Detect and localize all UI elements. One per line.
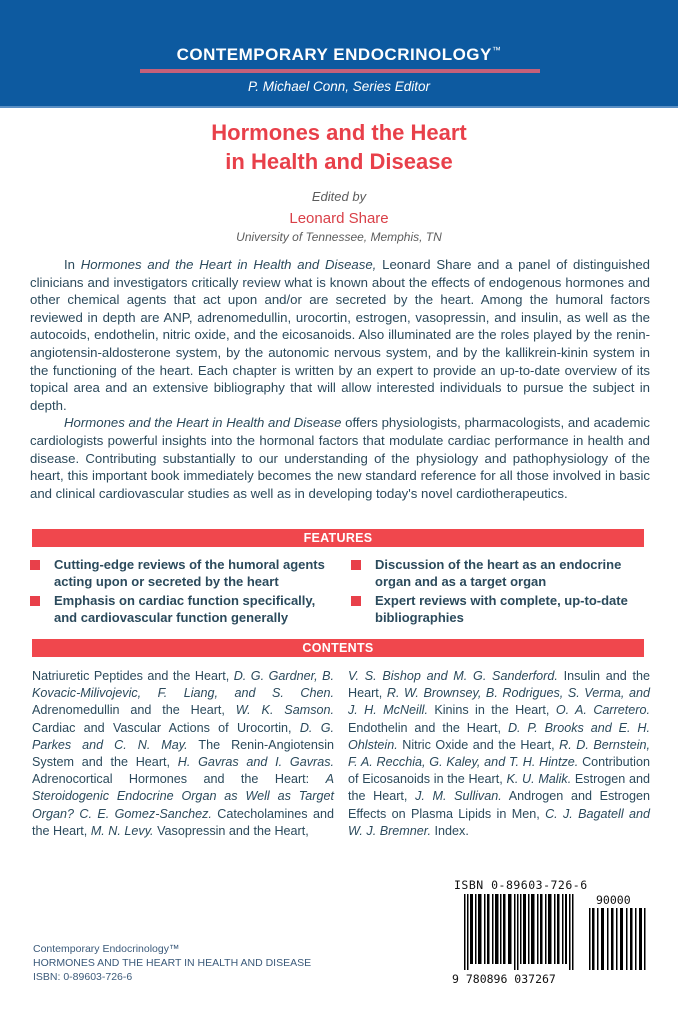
chapter-title: Contribution of Eicosanoids in the Heart, xyxy=(348,755,650,787)
chapter-title: Nitric Oxide and the Heart, xyxy=(402,737,555,752)
square-bullet-icon xyxy=(351,560,361,570)
feature-text: Cutting-edge reviews of the humoral agents acting upon or secreted by the heart xyxy=(54,557,325,589)
chapter-authors: J. M. Sullivan. xyxy=(415,789,502,804)
series-title xyxy=(0,45,678,65)
imprint-series: Contemporary Endocrinology™ xyxy=(33,943,180,955)
p2-title-italic: Hormones and the Heart in Health and Disease xyxy=(64,415,342,431)
editor-name: Leonard Share xyxy=(289,210,389,227)
barcode-bars-icon xyxy=(464,894,574,970)
chapter-title: Endothelin and the Heart, xyxy=(348,720,502,735)
chapter-title: Estrogen and the Heart, xyxy=(348,772,650,804)
chapter-title: Cardiac and Vascular Actions of Urocortin, xyxy=(32,720,292,735)
chapter-authors: O. A. Carretero. xyxy=(555,703,651,718)
feature-text: Expert reviews with complete, up-to-date bibliographies xyxy=(375,593,628,625)
title-line-2: in Health and Disease xyxy=(225,149,453,174)
chapter-title: Catecholamines and the Heart, xyxy=(32,806,334,838)
editor-affiliation: University of Tennessee, Memphis, TN xyxy=(236,230,442,244)
features-heading: FEATURES xyxy=(32,529,644,547)
ean-number: 9 780896 037267 xyxy=(452,972,556,986)
series-header xyxy=(0,0,678,108)
p1-text: Leonard Share and a panel of distinguished clinicians and investigators critically review what is known about the effects of endogenous hormones and other chemical agents that act upon and/or are secreted by the heart. Among the humoral factors reviewed in depth are ANP, adrenomedullin, urocortin, estrogen, vasopressin, and insulin, as well as the autocoids, endothelin, nitric oxide, and the eicosanoids. Also illuminated are the roles played by the renin-angiotensin-aldosterone system, by the autonomic nervous system, and by the kallikrein-kinin system in the functioning of the heart. Each chapter is written by an expert to provide an up-to-date overview of its topical area and an extensive bibliography that will allow interested individuals to pursue the subject in depth. xyxy=(30,257,650,413)
chapter-title: Androgen and Estrogen Effects on Plasma Lipids in Men, xyxy=(348,789,650,821)
chapter-title: Insulin and the Heart, xyxy=(348,669,650,701)
contents-column-left xyxy=(32,668,334,840)
feature-text: Discussion of the heart as an endocrine organ and as a target organ xyxy=(375,557,622,589)
chapter-authors: D. P. Brooks and E. H. Ohlstein. xyxy=(348,720,650,752)
chapter-authors: C. J. Bagatell and W. J. Bremner. xyxy=(348,806,651,838)
chapter-authors: R. W. Brownsey, B. Rodrigues, S. Verma, and J. H. McNeill. xyxy=(348,686,650,718)
feature-item xyxy=(28,556,328,590)
feature-item xyxy=(349,556,649,590)
edited-by: Edited by xyxy=(311,189,367,204)
isbn-barcode xyxy=(452,878,652,988)
p1-lead: In xyxy=(64,257,81,272)
chapter-title: Kinins in the Heart, xyxy=(434,703,550,718)
chapter-title: Adrenocortical Hormones and the Heart: xyxy=(32,772,310,787)
chapter-title: Index. xyxy=(434,823,469,838)
chapter-title: Natriuretic Peptides and the Heart, xyxy=(32,669,230,683)
chapter-authors: A Steroidogenic Endocrine Organ as Well as Target Organ? C. E. Gomez-Sanchez. xyxy=(32,772,334,821)
title-line-1: Hormones and the Heart xyxy=(211,120,467,145)
description-paragraph-2 xyxy=(30,414,650,502)
contents-heading: CONTENTS xyxy=(32,639,644,657)
chapter-authors: W. K. Samson. xyxy=(235,703,334,718)
imprint-block xyxy=(33,942,311,984)
chapter-authors: H. Gavras and I. Gavras. xyxy=(177,755,334,770)
chapter-title: The Renin-Angiotensin System and the Heart, xyxy=(32,737,334,770)
square-bullet-icon xyxy=(30,560,40,570)
price-addon-bars-icon xyxy=(589,908,647,970)
feature-item xyxy=(28,592,328,626)
feature-text: Emphasis on cardiac function specifically, and cardiovascular function generally xyxy=(54,593,316,625)
isbn-label: ISBN 0-89603-726-6 xyxy=(454,878,588,892)
contents-column-right xyxy=(348,668,650,840)
chapter-authors: D. G. Gardner, B. Kovacic-Milivojevic, F. Liang, and S. Chen. xyxy=(32,669,334,701)
chapter-authors: V. S. Bishop and M. G. Sanderford. xyxy=(348,669,558,683)
feature-item xyxy=(349,592,649,626)
chapter-title: Vasopressin and the Heart, xyxy=(157,823,309,838)
p1-title-italic: Hormones and the Heart in Health and Disease, xyxy=(80,257,377,272)
chapter-authors: M. N. Levy. xyxy=(90,823,154,838)
imprint-isbn: ISBN: 0-89603-726-6 xyxy=(33,971,133,983)
chapter-authors: D. G. Parkes and C. N. May. xyxy=(32,720,334,752)
series-editor: P. Michael Conn, Series Editor xyxy=(247,79,431,94)
chapter-title: Adrenomedullin and the Heart, xyxy=(32,703,225,718)
price-code: 90000 xyxy=(596,893,631,907)
chapter-authors: K. U. Malik. xyxy=(506,772,572,787)
chapter-authors: R. D. Bernstein, F. A. Recchia, G. Kaley, and T. H. Hintze. xyxy=(348,737,651,770)
series-rule xyxy=(140,69,540,73)
trademark: ™ xyxy=(491,45,502,55)
series-title-text: CONTEMPORARY ENDOCRINOLOGY xyxy=(176,45,492,64)
description-paragraph-1 xyxy=(30,256,650,414)
square-bullet-icon xyxy=(30,596,40,606)
imprint-title: HORMONES AND THE HEART IN HEALTH AND DISEASE xyxy=(33,957,312,969)
p2-text: offers physiologists, pharmacologists, and academic cardiologists powerful insights into the hormonal factors that modulate cardiac performance in health and disease. Contributing substantially to our understanding of the physiology and pathophysiology of the heart, this important book immediately becomes the new standard reference for all those involved in basic and clinical cardiovascular studies as well as in developing today's novel cardiotherapeutics. xyxy=(30,415,651,501)
book-title xyxy=(0,118,678,176)
book-description xyxy=(30,256,650,502)
square-bullet-icon xyxy=(351,596,361,606)
